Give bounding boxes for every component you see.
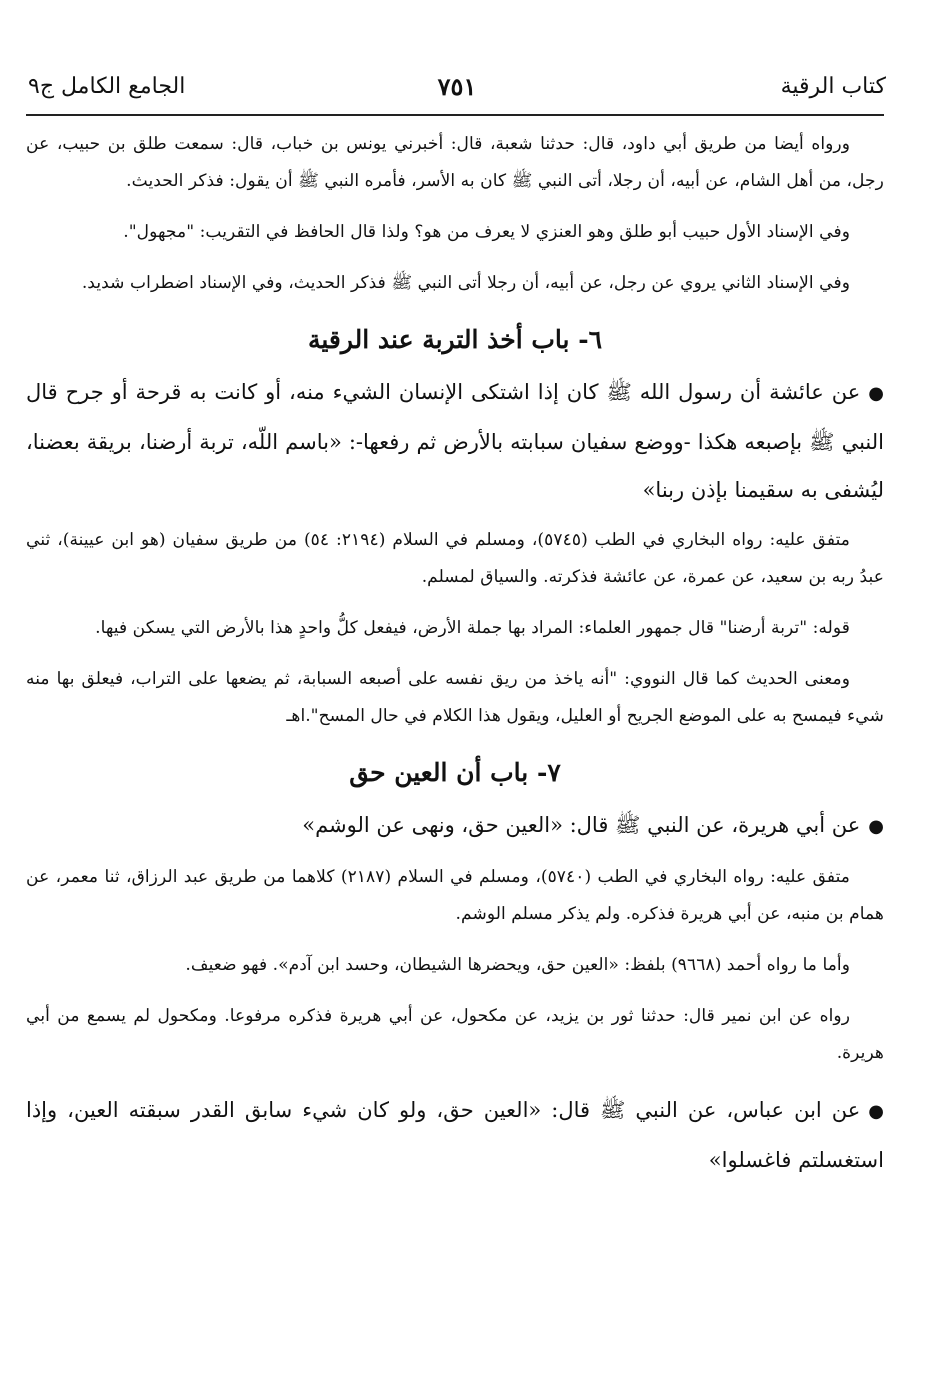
hadith-text: عن أبي هريرة، عن النبي ﷺ قال: «العين حق، ونهى عن الوشم» xyxy=(302,813,861,837)
paragraph: وفي الإسناد الثاني يروي عن رجل، عن أبيه، أن رجلا أتى النبي ﷺ فذكر الحديث، وفي الإسناد اضطراب شديد. xyxy=(81,273,850,293)
paragraph: ومعنى الحديث كما قال النووي: "أنه ياخذ من ريق نفسه على أصبعه السبابة، ثم يضعها على التراب، فيعلق بها منه شيء فيمسح به على الموضع الجريح أو العليل، ويقول هذا الكلام في حال المسح".اهـ xyxy=(26,669,884,726)
paragraph: رواه عن ابن نمير قال: حدثنا ثور بن يزيد، عن مكحول، عن أبي هريرة فذكره مرفوعا. ومكحول لم يسمع من أبي هريرة. xyxy=(26,1006,884,1063)
paragraph: متفق عليه: رواه البخاري في الطب (٥٧٤٠)، ومسلم في السلام (٢١٨٧) كلاهما من طريق عبد الرزاق، ثنا معمر، عن همام بن منبه، عن أبي هريرة فذكره. ولم يذكر مسلم الوشم. xyxy=(26,867,884,924)
hadith-text: عن ابن عباس، عن النبي ﷺ قال: «العين حق، ولو كان شيء سابق القدر سبقته العين، وإذا استغسلتم فاغسلوا» xyxy=(26,1098,884,1172)
bullet-icon: ● xyxy=(868,383,884,404)
paragraph: وأما ما رواه أحمد (٩٦٦٨) بلفظ: «العين حق، ويحضرها الشيطان، وحسد ابن آدم». فهو ضعيف. xyxy=(185,955,850,975)
hadith-paragraph xyxy=(26,1086,884,1184)
hadith-paragraph xyxy=(26,801,884,851)
hadith-text: عن عائشة أن رسول الله ﷺ كان إذا اشتكى الإنسان الشيء منه، أو كانت به قرحة أو جرح قال النبي ﷺ بإصبعه هكذا -ووضع سفيان سبابته بالأرض ثم رفعها-: «باسم اللّه، تربة أرضنا، بريقة بعضنا، ليُشفى به سقيمنا بإذن ربنا» xyxy=(26,380,884,502)
bullet-icon: ● xyxy=(868,1101,884,1122)
header-rule xyxy=(26,114,884,116)
paragraph: وفي الإسناد الأول حبيب أبو طلق وهو العنزي لا يعرف من هو؟ ولذا قال الحافظ في التقريب: "مجهول". xyxy=(123,222,850,242)
section-heading: ٦- باب أخذ التربة عند الرقية xyxy=(307,325,603,354)
section-heading: ٧- باب أن العين حق xyxy=(349,758,561,787)
running-header xyxy=(28,64,886,108)
paragraph: متفق عليه: رواه البخاري في الطب (٥٧٤٥)، ومسلم في السلام (٢١٩٤: ٥٤) من طريق سفيان (هو ابن عيينة)، ثني عبدُ ربه بن سعيد، عن عمرة، عن عائشة فذكرته. والسياق لمسلم. xyxy=(26,530,884,587)
paragraph: ورواه أيضا من طريق أبي داود، قال: حدثنا شعبة، قال: أخبرني يونس بن خباب، قال: سمعت طلق بن حبيب، عن رجل، من أهل الشام، عن أبيه، أن رجلا، أتى النبي ﷺ كان به الأسر، فأمره النبي ﷺ أن يقول: فذكر الحديث. xyxy=(26,134,884,191)
bullet-icon: ● xyxy=(868,816,884,837)
paragraph: قوله: "تربة أرضنا" قال جمهور العلماء: المراد بها جملة الأرض، فيفعل كلُّ واحدٍ هذا بالأرض التي يسكن فيها. xyxy=(95,618,850,638)
page-body xyxy=(26,126,884,1355)
page-number: ٧٥١ xyxy=(437,71,477,101)
hadith-paragraph xyxy=(26,368,884,514)
header-book-title: الجامع الكامل ج٩ xyxy=(28,73,186,99)
header-chapter-title: كتاب الرقية xyxy=(780,73,886,99)
